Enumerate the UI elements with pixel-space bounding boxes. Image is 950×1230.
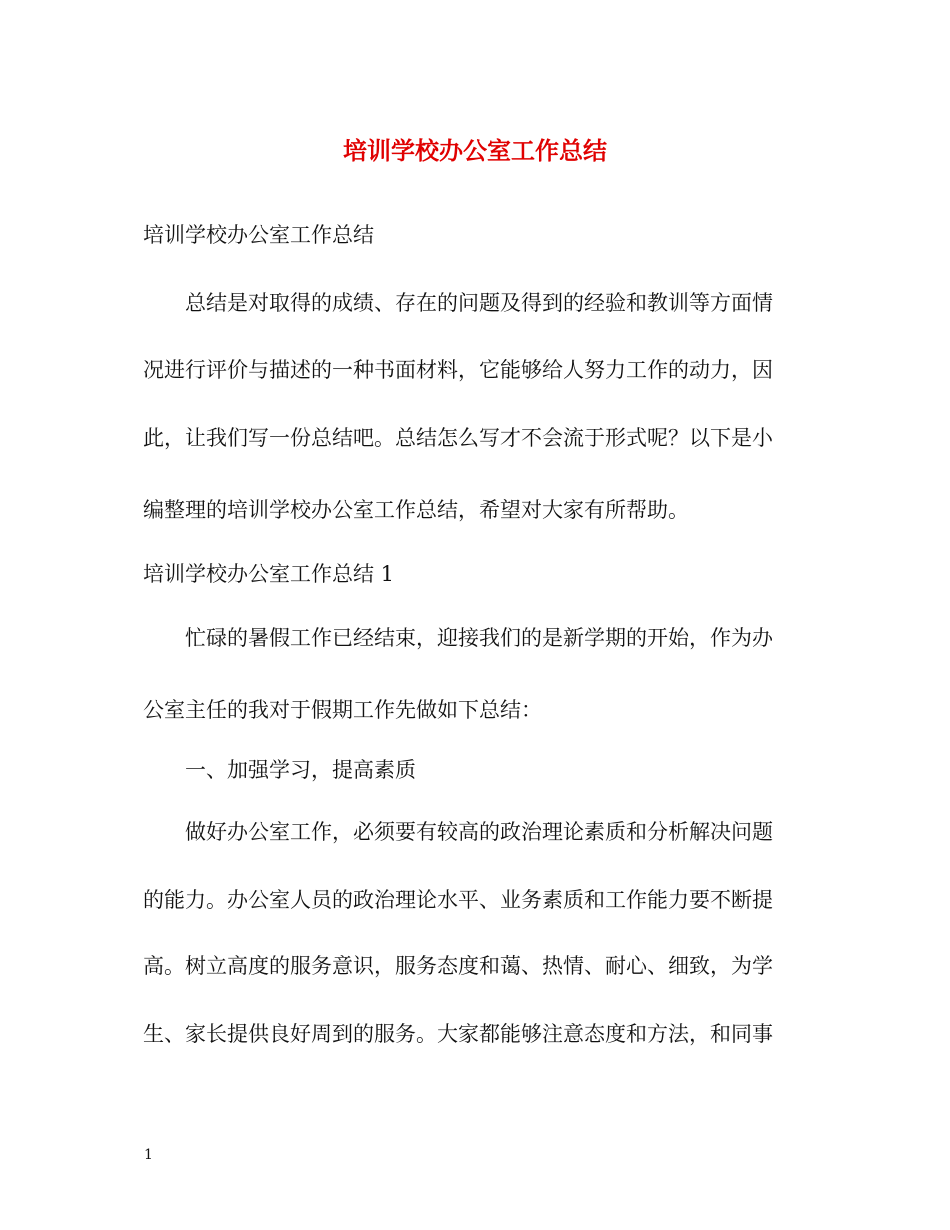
page-number: 1 xyxy=(144,1147,153,1163)
paragraph-line: 生、家长提供良好周到的服务。大家都能够注意态度和方法，和同事 xyxy=(143,1022,773,1046)
document-title: 培训学校办公室工作总结 xyxy=(343,136,607,165)
paragraph-line: 此，让我们写一份总结吧。总结怎么写才不会流于形式呢？以下是小 xyxy=(143,426,773,450)
section-heading: 培训学校办公室工作总结 1 xyxy=(143,562,395,586)
paragraph-line: 忙碌的暑假工作已经结束，迎接我们的是新学期的开始，作为办 xyxy=(185,626,773,650)
paragraph-line: 做好办公室工作，必须要有较高的政治理论素质和分析解决问题 xyxy=(185,820,773,844)
section-heading: 培训学校办公室工作总结 xyxy=(143,223,374,247)
paragraph-line: 的能力。办公室人员的政治理论水平、业务素质和工作能力要不断提 xyxy=(143,888,773,912)
paragraph-line: 况进行评价与描述的一种书面材料，它能够给人努力工作的动力，因 xyxy=(143,358,773,382)
paragraph-line: 公室主任的我对于假期工作先做如下总结： xyxy=(143,698,542,722)
paragraph-line: 总结是对取得的成绩、存在的问题及得到的经验和教训等方面情 xyxy=(185,291,773,315)
subsection-heading: 一、加强学习，提高素质 xyxy=(185,758,416,782)
paragraph-line: 编整理的培训学校办公室工作总结，希望对大家有所帮助。 xyxy=(143,498,689,522)
paragraph-line: 高。树立高度的服务意识，服务态度和蔼、热情、耐心、细致，为学 xyxy=(143,954,773,978)
